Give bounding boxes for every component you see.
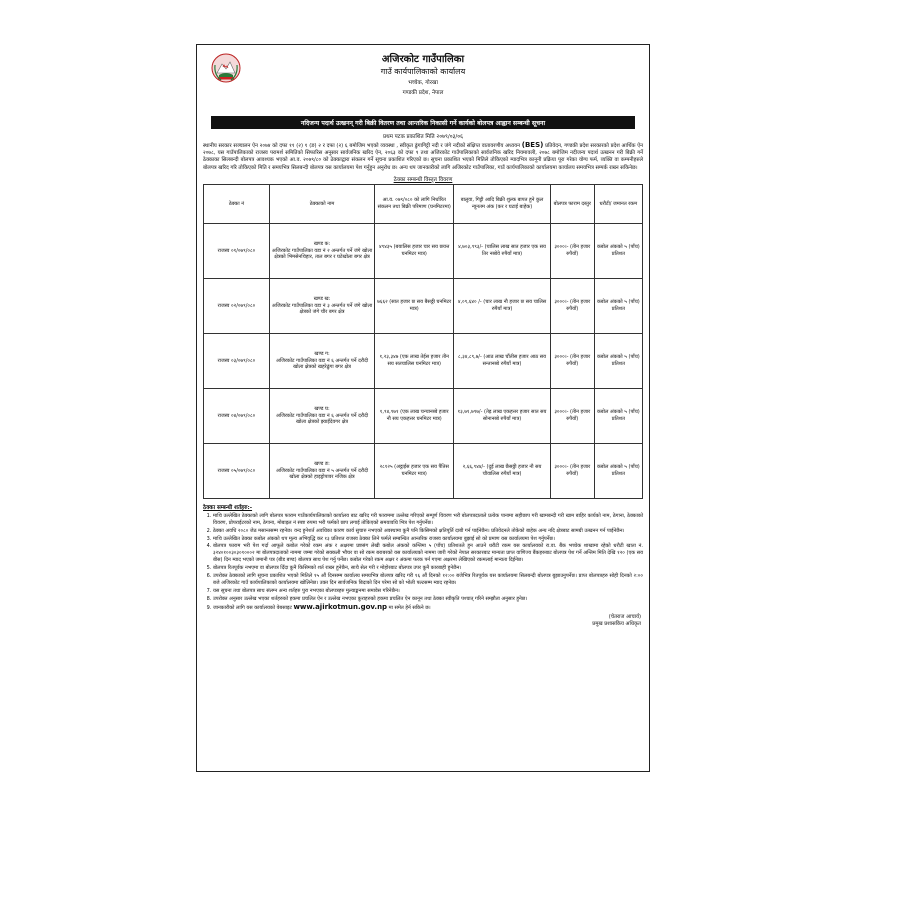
intro-paragraph (203, 142, 643, 172)
office-name: गाउँ कार्यपालिकाको कार्यालय (380, 67, 466, 76)
table-row (204, 223, 643, 278)
conditions-list (203, 513, 643, 612)
header-quantity: आ.व. ०७९/०८० को लागि निर्धारित संकलन तथा बिक्री परिमाण (घनमिटरमा) (375, 184, 454, 223)
contract-name: अजिरकोट गाउँपालिका वडा नं २ अन्तर्गत पर्ने जंगे खोला क्षेत्रको भिमसेनथिहार, ताल बगर र घटेखोला बगर क्षेत्र (271, 247, 373, 261)
address-line-2: गण्डकी प्रदेश, नेपाल (402, 90, 444, 96)
contract-name: अजिरकोट गाउँपालिका वडा नं ६ अन्तर्गत पर्ने दरौदी खोला क्षेत्रको झ्याइँदेवगर क्षेत्र (276, 412, 369, 426)
contract-name: अजिरकोट गाउँपालिका वडा नं ३ अन्तर्गत पर्ने जंगे खोला क्षेत्रको जंगे चौर बगर क्षेत्र (271, 302, 373, 316)
cell-amount: १३,७१,७९७/- (तेह्र लाख एकहत्तर हजार सात सय सोनानब्बे रुपैयाँ मात्र) (454, 388, 551, 443)
cell-contract-no: राजस्व ०१/०७९/०८० (204, 223, 270, 278)
cell-contract-name (269, 278, 374, 333)
cell-deposit: कबोल अंकको ५ (पाँच) प्रतिशत (594, 223, 642, 278)
cell-contract-no: राजस्व ०२/०७९/०८० (204, 278, 270, 333)
table-caption: ठेक्का सम्बन्धी विस्तृत विवरण (393, 176, 453, 183)
website-suffix: मा समेत हेर्न सकिने छ। (388, 604, 431, 611)
condition-item: 2. ठेक्का अवधि २०८० जेठ मसान्तसम्म रहनेछ। वन्द हुनेशर्त अवधिका कारण कार्य सुचारु नभएको अवस्थामा कुनै पनि किसिमको क्षतिपूर्ति दाबी गर्न पाईनेछैन। प्रतिवेदनले तोकेको बाहेक अन्य नदि क्षेत्रबाट सामग्री उत्खनन गर्न पाईनेछैन। (213, 528, 643, 535)
condition-item: 1. माथि उल्लेखित ठेक्काको लागि बोलपत्र फाराम गाउँकार्यपालिकाको कार्यालय बाट खरिद गरी फाराममा उल्लेख गरिएको सम्पूर्ण विवरण भरी बोलपत्रदाताले प्रत्येक पानामा सहीछाप गरी खामबन्दी गरी खाम बाहिर कार्यको नाम, ठेगाना, ठेक्काको विवरण, प्रोपराईटरको नाम, ठेगाना, मोबाइल नं स्पष्ट रुपमा भरी फर्मको छाप लगाई तोकिएको समयावधि भित्र पेश गर्नुपर्नेछ। (213, 513, 643, 527)
cell-deposit: कबोल अंकको ५ (पाँच) प्रतिशत (594, 388, 642, 443)
table-row (204, 388, 643, 443)
bes-label: (BES) (521, 141, 544, 149)
cell-contract-name (269, 333, 374, 388)
letterhead (203, 51, 643, 113)
cell-deposit: कबोल अंकको ५ (पाँच) प्रतिशत (594, 278, 642, 333)
contract-name: अजिरकोट गाउँपालिका वडा नं ५ अन्तर्गत पर्ने दरौदी खोला क्षेत्रको हाइड्रोपावर नजिक क्षेत्र (276, 467, 369, 481)
org-name: अजिरकोट गाउँपालिका (381, 54, 465, 65)
table-row (204, 278, 643, 333)
cell-form-fee: ३०००।- (तीन हजार रुपैयाँ) (550, 443, 594, 498)
address-line-1: भच्चेक, गोरखा (408, 80, 438, 86)
cell-contract-name (269, 223, 374, 278)
condition-item: 8. उपरोक्त अनुसार उल्लेख भएका शर्तहरुको हकमा प्रचलित ऐन र उल्लेख नभएका कुराहरुको हकमा प्रचलित ऐन कानून तथा ठेक्का स्वीकृति पश्चात् गरिने सम्झौता अनुसार हुनेछ। (213, 596, 643, 603)
cell-deposit: कबोल अंकको ५ (पाँच) प्रतिशत (594, 443, 642, 498)
cell-form-fee: ३०००।- (तीन हजार रुपैयाँ) (550, 333, 594, 388)
cell-quantity: ४९४३५ (बयालिस हजार चार सय छयत्त घनमिटर मात्र) (375, 223, 454, 278)
table-row (204, 443, 643, 498)
cell-form-fee: ३०००।- (तीन हजार रुपैयाँ) (550, 388, 594, 443)
cell-quantity: १,९४,९७१ (एक लाख चन्चानब्बे हजार नौ सय एकहत्तर घनमिटर मात्र) (375, 388, 454, 443)
website-prefix: जानकारीको लागि यस कार्यालयको वेबसाइट (213, 604, 292, 611)
intro-part-2: प्रतिवेदन, गण्डकी प्रदेश सरकारको प्रदेश आर्थिक ऐन २०७८, यस गाउँपालिकाको राजस्व परामर्श समितिको सिफारिस अनुसार सार्वजनिक खरिद ऐन, २०६३ को दफा ९ तथा अजिरकोट गाउँपालिकाको सार्वजनिक खरिद नियमावली, २०७८ बमोजिम नदीजन्य पदार्थ उत्खनन गरी बिक्री गर्ने ठेक्काका सिलबन्दी बोलपत्र आवश्यक भएको आ.व. २०७९/८० को ठेक्काद्वारा संकलन गर्ने सूचना प्रकाशित गरिएको छ। सूचना प्रकाशित भएको मितिले तोकिएको म्यादभित्र कानूनी प्रक्रिया पूरा गरेका योग्य फर्म, व्यक्ति वा कम्पनीहरुले बोलपत्र खरिद गरि तोकिएको मिति र समयभित्र सिलबन्दी बोलपत्र यस कार्यालयमा पेश गर्नुहुन अनुरोध छ। अन्य थप जानकारीको लागि अजिरकोट गाउँपालिका, गाउँ कार्यपालिकाको कार्यालयमा कार्यालय समयभित्र सम्पर्क राख्न सकिनेछ। (203, 143, 643, 171)
cell-amount: ४,०९,६४० /- (चार लाख नौ हजार छ सय चालिस रुपैयाँ मात्र) (454, 278, 551, 333)
publish-date: प्रथम पटक प्रकाशित मिति २०७९/०३/०६ (383, 134, 463, 140)
cell-amount: ४,७०३,९९३/- (चालिस लाख सात हजार एक सय तिर नब्बेवे रुपैयाँ मात्र) (454, 223, 551, 278)
section-label: खण्ड ग: (314, 350, 330, 357)
cell-quantity: २८१२५ (अट्ठाईस हजार एक सय पैंतिस घनमिटर मात्र) (375, 443, 454, 498)
notice-page (196, 44, 650, 772)
nepal-emblem-icon (211, 53, 241, 83)
cell-form-fee: ३०००।- (तीन हजार रुपैयाँ) (550, 223, 594, 278)
cell-deposit: कबोल अंकको ५ (पाँच) प्रतिशत (594, 333, 642, 388)
cell-amount: २,६६,९४४/- (दुई लाख छैसठ्ठी हजार नौ सय चौवालिस रुपैयाँ मात्र) (454, 443, 551, 498)
intro-part-1: स्थानीय सरकार सञ्चालन ऐन २०७४ को दफा ११ (२) १ (ङ) २ र दफा (२) ६ बमोजिम भएको व्यवस्था , स्वीकृत ढुंगागिट्टी नदी र जंगे नदीको संक्षिप्त वातावरणीय अध्ययन (203, 143, 520, 149)
header-amount: बालुवा, गिट्टी आदि बिक्री शुल्क बापत हुने कुल न्यूनतम अंक (कर र घटाई बाहेक) (454, 184, 551, 223)
notice-title-banner: नदिजन्य पदार्थ उत्खनन् गरी बिक्री वितरण तथा आन्तरिक निकासी गर्ने कार्यको बोलपत्र आह्वान सम्बन्धी सूचना (211, 116, 635, 129)
contract-name: अजिरकोट गाउँपालिका वडा नं ६ अन्तर्गत पर्ने दरौदी खोला क्षेत्रको खहरेढुंगा बगर क्षेत्र (276, 357, 369, 371)
condition-item: 7. यस सूचना तथा बोलपत्र साथ संलग्न अन्य शर्तहरु पुरा नभएका बोलपत्रहरु मुल्याङ्कनमा समावेस गरिनेछैन। (213, 588, 643, 595)
signature-block (203, 614, 643, 628)
condition-item: 4. बोलपत्र फाराम भरी पेश गर्दा आफूले कबोल गरेको रकम अंक र अक्षरमा प्रष्टसंग लेखी कबोल अंकको कम्तिमा ५ (पाँच) प्रतिशतले हुन आउने धरौटी रकम यस कार्यालयको रा.वा. बैंक भच्चेक शाखामा रहेको धरौटी खाता नं. ३२४०१००३०३०१०००२ मा बोलपत्रदाताको नाममा जम्मा गरेको सक्कली भौचर वा सो रकम बराबरको यस कार्यालयको नाममा जारी गरेको नेपाल सरकारबाट मान्यता प्राप्त वाणिज्य बैंकहरुबाट बोलपत्र पेश गर्ने अन्तिम मिति देखि १२० (एक सय बीस) दिन म्याद भएको जमानी पत्र (बीड बण्ड) बोलपत्र साथ पेश गर्नु पर्नेछ। कबोल गरेको रकम अक्षर र अंकमा फरक पर्न गएमा अक्षरमा लेखिएको रकमलाई मान्यता दिईनेछ। (213, 543, 643, 564)
cell-contract-no: राजस्व ०४/०७९/०८० (204, 388, 270, 443)
cell-contract-name (269, 388, 374, 443)
section-label: खण्ड ङ: (314, 460, 330, 467)
header-form-fee: बोलपत्र फाराम दस्तुर (550, 184, 594, 223)
signatory-name: (चेतराज आचार्य) (608, 613, 641, 620)
signatory-title: प्रमुख प्रशासकिय अधिकृत (592, 620, 641, 627)
conditions-title: ठेक्का सम्बन्धी शर्तहरु:- (203, 504, 253, 511)
section-label: खण्ड घ: (314, 405, 330, 412)
cell-quantity: ७६६२ (सात हजार छ सय बैसठ्ठी घनमिटर मात्र) (375, 278, 454, 333)
cell-contract-no: राजस्व ०५/०७९/०८० (204, 443, 270, 498)
section-label: खण्ड ख: (313, 295, 331, 302)
cell-form-fee: ३०००।- (तीन हजार रुपैयाँ) (550, 278, 594, 333)
table-header-row (204, 184, 643, 223)
header-contract-no: ठेक्का नं (204, 184, 270, 223)
cell-quantity: १,२३,३४७ (एक लाख तेईस हजार तीन सय सतचालिस घनमिटर मात्र) (375, 333, 454, 388)
condition-item: 6. उपरोक्त ठेक्काको लागि सूचना प्रकाशित भएको मितिले १५ औं दिनसम्म कार्यालय समयभित्र बोलपत्र खरिद गरी १६ औं दिनको १२:०० बजेभित्र रितपूर्वक यस कार्यालयमा सिलबन्दी बोलपत्र बुझाउनुपर्नेछ। प्राप्त बोलपत्रहरु सोही दिनको २:०० बजे अजिरकोट गाउँ कार्यपालिकाको कार्यालयमा खोलिनेछ। उक्त दिन सार्वजनिक बिदाको दिन परेमा सो को भोली पल्टसम्म म्याद रहनेछ। (213, 573, 643, 587)
condition-item: 3. माथि उल्लेखित ठेक्का कबोल अंकको थप मूल्य अभिवृद्धि कर १३ प्रतिशत राजस्व ठेक्का लिने फर्मले सम्बन्धित आन्तरिक राजस्व कार्यालयमा बुझाई सो को प्रमाण यस कार्यालयमा पेश गर्नुपर्नेछ। (213, 536, 643, 543)
header-contract-name: ठेक्काको नाम (269, 184, 374, 223)
section-label: खण्ड क: (313, 240, 331, 247)
table-row (204, 333, 643, 388)
cell-contract-name (269, 443, 374, 498)
website-link[interactable]: www.ajirkotmun.gov.np (293, 602, 388, 611)
condition-item-website (213, 604, 643, 612)
cell-contract-no: राजस्व ०३/०७९/०८० (204, 333, 270, 388)
header-deposit: धरौटी/ जमानत रकम (594, 184, 642, 223)
condition-item: 5. बोलपत्र रितपूर्वक नभएमा वा बोलपत्र दिँदा कुनै किसिमको शर्त राख्न हुनेछैन, साथै सेल गरी र मोहोरबाट बोलपत्र उपर कुनै कारबाही हुनेछैन। (213, 565, 643, 572)
cell-amount: ८,३४,८९,७/- (आठ लाख चौंतीस हजार आठ सय सन्तानब्बे रुपैयाँ मात्र) (454, 333, 551, 388)
contract-table (203, 184, 643, 499)
